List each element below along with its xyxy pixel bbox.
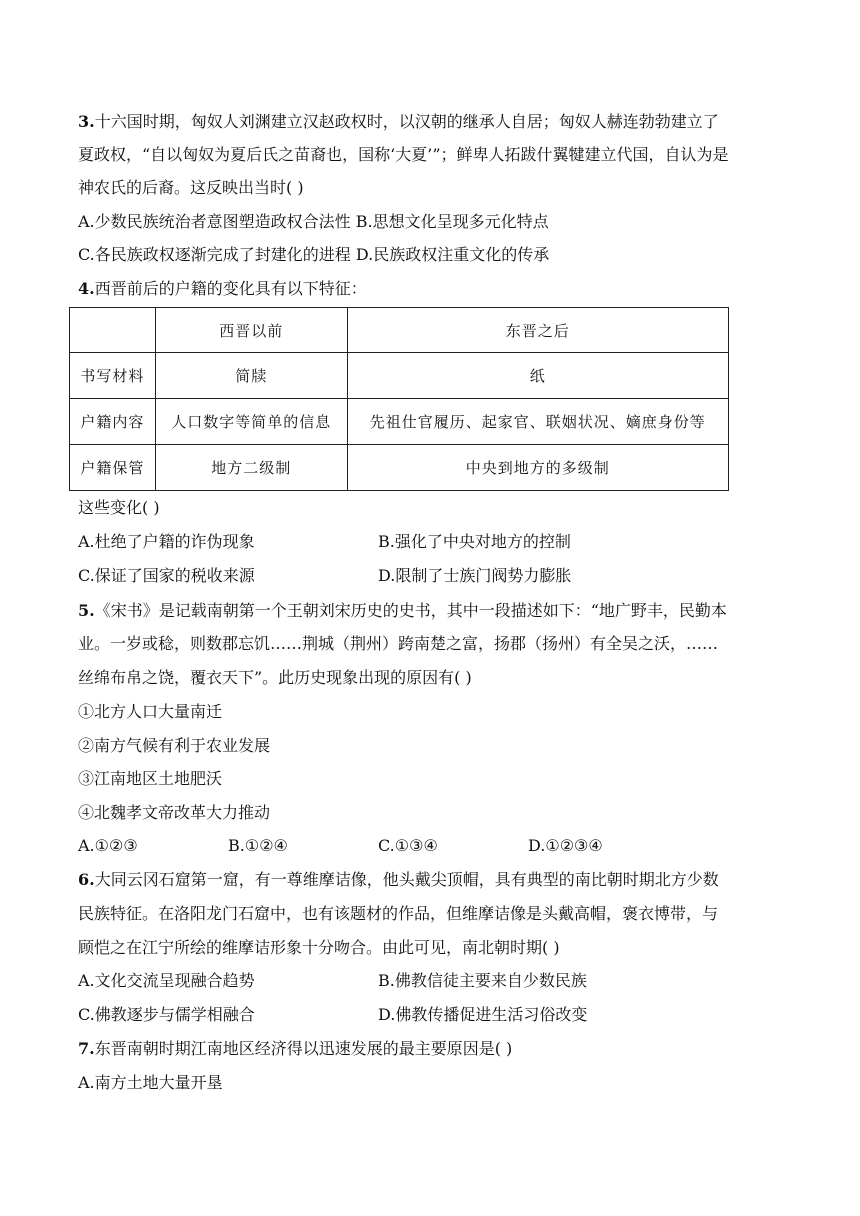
q4-after-table: 这些变化( ) (78, 498, 160, 517)
q3-option-d-text: D.民族政权注重文化的传承 (355, 245, 550, 264)
q5-item-3: ③江南地区土地肥沃 (78, 769, 223, 788)
table-row-label: 户籍内容 (70, 399, 156, 445)
q7-stem-text: 东晋南朝时期江南地区经济得以迅速发展的最主要原因是( ) (94, 1039, 513, 1058)
q4-stem (78, 278, 367, 300)
q6-line1 (78, 869, 719, 891)
q5-number: 5. (78, 601, 95, 620)
q5-option-c: C.①③④ (378, 836, 438, 855)
table-cell: 人口数字等简单的信息 (155, 399, 347, 445)
q3-option-b-text: B.思想文化呈现多元化特点 (355, 212, 549, 231)
q4-option-b: B.强化了中央对地方的控制 (378, 532, 571, 551)
q6-stem-1: 大同云冈石窟第一窟，有一尊维摩诘像，他头戴尖顶帽，具有典型的南比朝时期北方少数 (94, 870, 719, 889)
table-header-cell (70, 308, 156, 353)
q3-option-a-text: A.少数民族统治者意图塑造政权合法性 (78, 212, 351, 231)
q3-stem-1: 十六国时期，匈奴人刘渊建立汉赵政权时，以汉朝的继承人自居；匈奴人赫连勃勃建立了 (94, 112, 719, 131)
q5-line1 (78, 600, 727, 622)
q4-option-d: D.限制了士族门阀势力膨胀 (378, 566, 572, 585)
q5-option-a: A.①②③ (78, 836, 138, 855)
table-cell: 纸 (347, 353, 728, 399)
q5-option-d: D.①②③④ (528, 836, 603, 855)
table-row (70, 399, 729, 445)
q5-item-2: ②南方气候有利于农业发展 (78, 736, 271, 755)
q3-option-a (78, 211, 549, 233)
table-cell: 先祖仕官履历、起家官、联姻状况、嫡庶身份等 (347, 399, 728, 445)
q7-stem (78, 1038, 512, 1060)
table-row-label: 户籍保管 (70, 445, 156, 491)
q4-number: 4. (78, 279, 95, 298)
q5-item-4: ④北魏孝文帝改革大力推动 (78, 803, 271, 822)
table-row-label: 书写材料 (70, 353, 156, 399)
table-row (70, 445, 729, 491)
q6-option-a: A.文化交流呈现融合趋势 (78, 971, 255, 990)
q5-line2: 业。一岁或稔，则数郡忘饥……荆城（荆州）跨南楚之富，扬郡（扬州）有全吴之沃，…… (78, 634, 719, 653)
q3-option-c-text: C.各民族政权逐渐完成了封建化的进程 (78, 245, 351, 264)
q3-line2: 夏政权，“自以匈奴为夏后氏之苗裔也，国称‘大夏’”；鲜卑人拓跋什翼犍建立代国，自认为是 (78, 145, 729, 164)
q6-option-b: B.佛教信徒主要来自少数民族 (378, 971, 587, 990)
q3-line1 (78, 111, 719, 133)
q4-stem-text: 西晋前后的户籍的变化具有以下特征： (94, 279, 367, 298)
table-row (70, 353, 729, 399)
table-cell: 地方二级制 (155, 445, 347, 491)
table-cell: 中央到地方的多级制 (347, 445, 728, 491)
q5-item-1: ①北方人口大量南迁 (78, 702, 223, 721)
table-header-cell: 东晋之后 (347, 308, 728, 353)
q3-line3: 神农氏的后裔。这反映出当时( ) (78, 178, 304, 197)
q6-line2: 民族特征。在洛阳龙门石窟中，也有该题材的作品，但维摩诘像是头戴高帽，褒衣博带，与 (78, 904, 719, 923)
q6-option-d: D.佛教传播促进生活习俗改变 (378, 1005, 588, 1024)
q5-stem-1: 《宋书》是记载南朝第一个王朝刘宋历史的史书，其中一段描述如下：“地广野丰，民勤本 (94, 601, 727, 620)
q3-option-c (78, 244, 549, 266)
table-header-cell: 西晋以前 (155, 308, 347, 353)
q4-option-a: A.杜绝了户籍的诈伪现象 (78, 532, 255, 551)
table-header-row (70, 308, 729, 353)
q5-line3: 丝绵布帛之饶，覆衣天下”。此历史现象出现的原因有( ) (78, 668, 472, 687)
q7-number: 7. (78, 1039, 95, 1058)
q5-option-b: B.①②④ (228, 836, 288, 855)
q7-option-a: A.南方土地大量开垦 (78, 1073, 223, 1092)
q4-option-c: C.保证了国家的税收来源 (78, 566, 255, 585)
q6-option-c: C.佛教逐步与儒学相融合 (78, 1005, 255, 1024)
q3-number: 3. (78, 112, 95, 131)
table-cell: 简牍 (155, 353, 347, 399)
household-register-table (69, 307, 729, 491)
q6-line3: 顾恺之在江宁所绘的维摩诘形象十分吻合。由此可见，南北朝时期( ) (78, 938, 560, 957)
q6-number: 6. (78, 870, 95, 889)
